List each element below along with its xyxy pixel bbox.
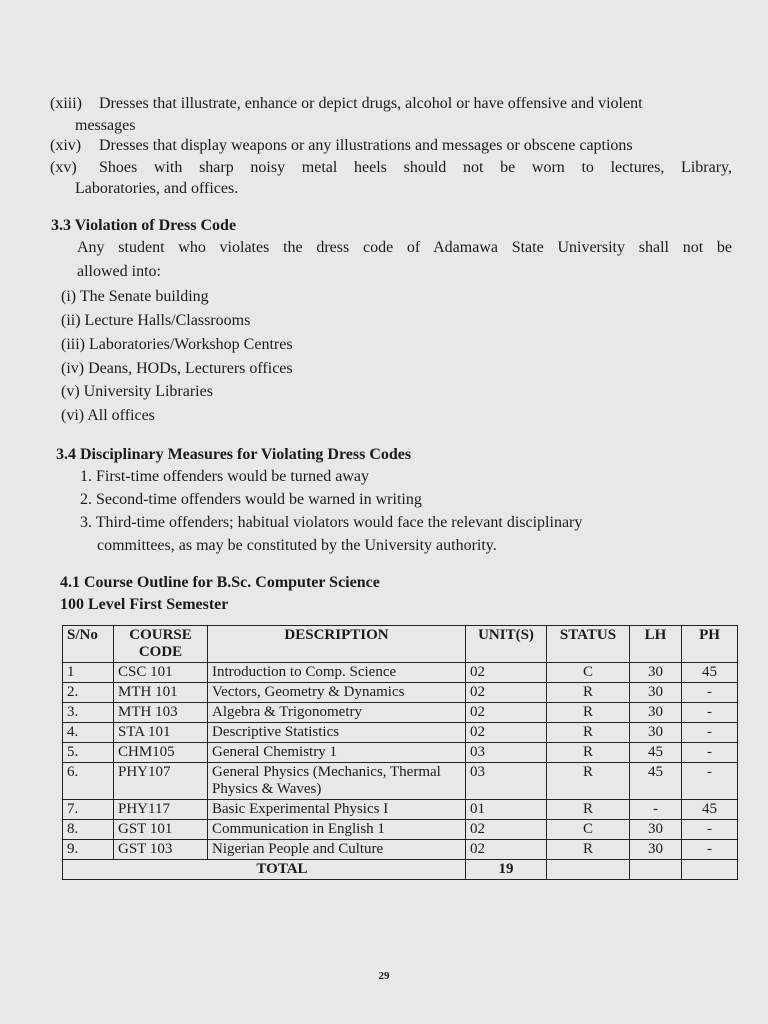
column-header-ph: PH xyxy=(682,626,738,663)
disciplinary-heading: 3.4 Disciplinary Measures for Violating Dress Codes xyxy=(56,446,412,463)
total-label: TOTAL xyxy=(63,860,466,880)
cell-units: 02 xyxy=(466,663,547,683)
cell-status: C xyxy=(547,663,630,683)
cell-status: R xyxy=(547,840,630,860)
cell-description: Introduction to Comp. Science xyxy=(208,663,466,683)
table-row xyxy=(63,663,738,683)
item-xiii-number: (xiii) xyxy=(50,95,82,112)
cell-course-code: CHM105 xyxy=(114,743,208,763)
table-row xyxy=(63,840,738,860)
column-header-sno: S/No xyxy=(63,626,114,663)
cell-units: 02 xyxy=(466,820,547,840)
cell-ph: - xyxy=(682,723,738,743)
column-header-course-code: COURSE CODE xyxy=(114,626,208,663)
cell-course-code: STA 101 xyxy=(114,723,208,743)
cell-description: General Chemistry 1 xyxy=(208,743,466,763)
cell-status: R xyxy=(547,800,630,820)
cell-course-code: GST 103 xyxy=(114,840,208,860)
cell-course-code: MTH 101 xyxy=(114,683,208,703)
violation-list-item: (v) University Libraries xyxy=(61,383,213,400)
cell-description: Basic Experimental Physics I xyxy=(208,800,466,820)
item-xiv-number: (xiv) xyxy=(50,137,82,154)
item-xiv-text: Dresses that display weapons or any illustrations and messages or obscene captions xyxy=(99,137,633,154)
cell-units: 02 xyxy=(466,723,547,743)
cell-lh: 45 xyxy=(630,763,682,800)
cell-units: 03 xyxy=(466,743,547,763)
cell-lh: 45 xyxy=(630,743,682,763)
cell-lh: 30 xyxy=(630,723,682,743)
violation-list-item: (i) The Senate building xyxy=(61,288,209,305)
cell-status: R xyxy=(547,683,630,703)
cell-status: R xyxy=(547,723,630,743)
item-xv-number: (xv) xyxy=(50,159,77,176)
total-status-empty xyxy=(547,860,630,880)
cell-sno: 5. xyxy=(63,743,114,763)
cell-description: Communication in English 1 xyxy=(208,820,466,840)
cell-sno: 7. xyxy=(63,800,114,820)
cell-sno: 6. xyxy=(63,763,114,800)
cell-course-code: PHY117 xyxy=(114,800,208,820)
item-xiii-continuation: messages xyxy=(75,117,136,134)
cell-description: Algebra & Trigonometry xyxy=(208,703,466,723)
cell-sno: 9. xyxy=(63,840,114,860)
cell-status: R xyxy=(547,763,630,800)
cell-lh: 30 xyxy=(630,683,682,703)
item-xv-continuation: Laboratories, and offices. xyxy=(75,180,239,197)
table-row xyxy=(63,763,738,800)
violation-heading: 3.3 Violation of Dress Code xyxy=(51,217,237,234)
cell-course-code: CSC 101 xyxy=(114,663,208,683)
violation-list-item: (vi) All offices xyxy=(61,407,155,424)
column-header-units: UNIT(S) xyxy=(466,626,547,663)
cell-ph: - xyxy=(682,683,738,703)
cell-course-code: PHY107 xyxy=(114,763,208,800)
cell-sno: 1 xyxy=(63,663,114,683)
violation-list-item: (iii) Laboratories/Workshop Centres xyxy=(61,336,293,353)
cell-ph: - xyxy=(682,743,738,763)
cell-sno: 8. xyxy=(63,820,114,840)
cell-ph: 45 xyxy=(682,800,738,820)
cell-ph: 45 xyxy=(682,663,738,683)
cell-ph: - xyxy=(682,820,738,840)
cell-lh: 30 xyxy=(630,663,682,683)
cell-lh: 30 xyxy=(630,820,682,840)
cell-units: 02 xyxy=(466,703,547,723)
column-header-description: DESCRIPTION xyxy=(208,626,466,663)
violation-list-item: (iv) Deans, HODs, Lecturers offices xyxy=(61,360,293,377)
cell-sno: 2. xyxy=(63,683,114,703)
disciplinary-list-item: 3. Third-time offenders; habitual violators would face the relevant disciplinary xyxy=(80,514,583,531)
cell-description: Descriptive Statistics xyxy=(208,723,466,743)
cell-units: 03 xyxy=(466,763,547,800)
cell-status: R xyxy=(547,743,630,763)
cell-description: General Physics (Mechanics, Thermal Physics & Waves) xyxy=(208,763,466,800)
violation-paragraph-line2: allowed into: xyxy=(77,263,161,280)
table-total-row xyxy=(63,860,738,880)
cell-sno: 4. xyxy=(63,723,114,743)
cell-description: Vectors, Geometry & Dynamics xyxy=(208,683,466,703)
table-row xyxy=(63,723,738,743)
course-outline-subheading: 100 Level First Semester xyxy=(60,596,229,613)
table-row xyxy=(63,703,738,723)
cell-lh: 30 xyxy=(630,703,682,723)
cell-ph: - xyxy=(682,763,738,800)
disciplinary-list-item: 1. First-time offenders would be turned away xyxy=(80,468,369,485)
table-row xyxy=(63,820,738,840)
cell-ph: - xyxy=(682,703,738,723)
cell-course-code: GST 101 xyxy=(114,820,208,840)
table-header-row xyxy=(63,626,738,663)
cell-units: 01 xyxy=(466,800,547,820)
column-header-status: STATUS xyxy=(547,626,630,663)
cell-units: 02 xyxy=(466,840,547,860)
cell-lh: 30 xyxy=(630,840,682,860)
violation-paragraph-line1: Any student who violates the dress code of Adamawa State University shall not be xyxy=(77,239,732,256)
disciplinary-item3-continuation: committees, as may be constituted by the University authority. xyxy=(97,537,497,554)
cell-sno: 3. xyxy=(63,703,114,723)
cell-status: C xyxy=(547,820,630,840)
table-row xyxy=(63,800,738,820)
cell-course-code: MTH 103 xyxy=(114,703,208,723)
cell-ph: - xyxy=(682,840,738,860)
disciplinary-list-item: 2. Second-time offenders would be warned in writing xyxy=(80,491,422,508)
total-lh-empty xyxy=(630,860,682,880)
item-xv-text: Shoes with sharp noisy metal heels should not be worn to lectures, Library, xyxy=(99,159,732,176)
cell-lh: - xyxy=(630,800,682,820)
cell-units: 02 xyxy=(466,683,547,703)
total-units: 19 xyxy=(466,860,547,880)
total-ph-empty xyxy=(682,860,738,880)
course-table xyxy=(62,625,738,880)
table-row xyxy=(63,743,738,763)
violation-list-item: (ii) Lecture Halls/Classrooms xyxy=(61,312,251,329)
page-number: 29 xyxy=(378,970,390,982)
table-row xyxy=(63,683,738,703)
cell-status: R xyxy=(547,703,630,723)
course-outline-heading: 4.1 Course Outline for B.Sc. Computer Science xyxy=(60,574,380,591)
column-header-lh: LH xyxy=(630,626,682,663)
item-xiii-text: Dresses that illustrate, enhance or depict drugs, alcohol or have offensive and violent xyxy=(99,95,643,112)
cell-description: Nigerian People and Culture xyxy=(208,840,466,860)
